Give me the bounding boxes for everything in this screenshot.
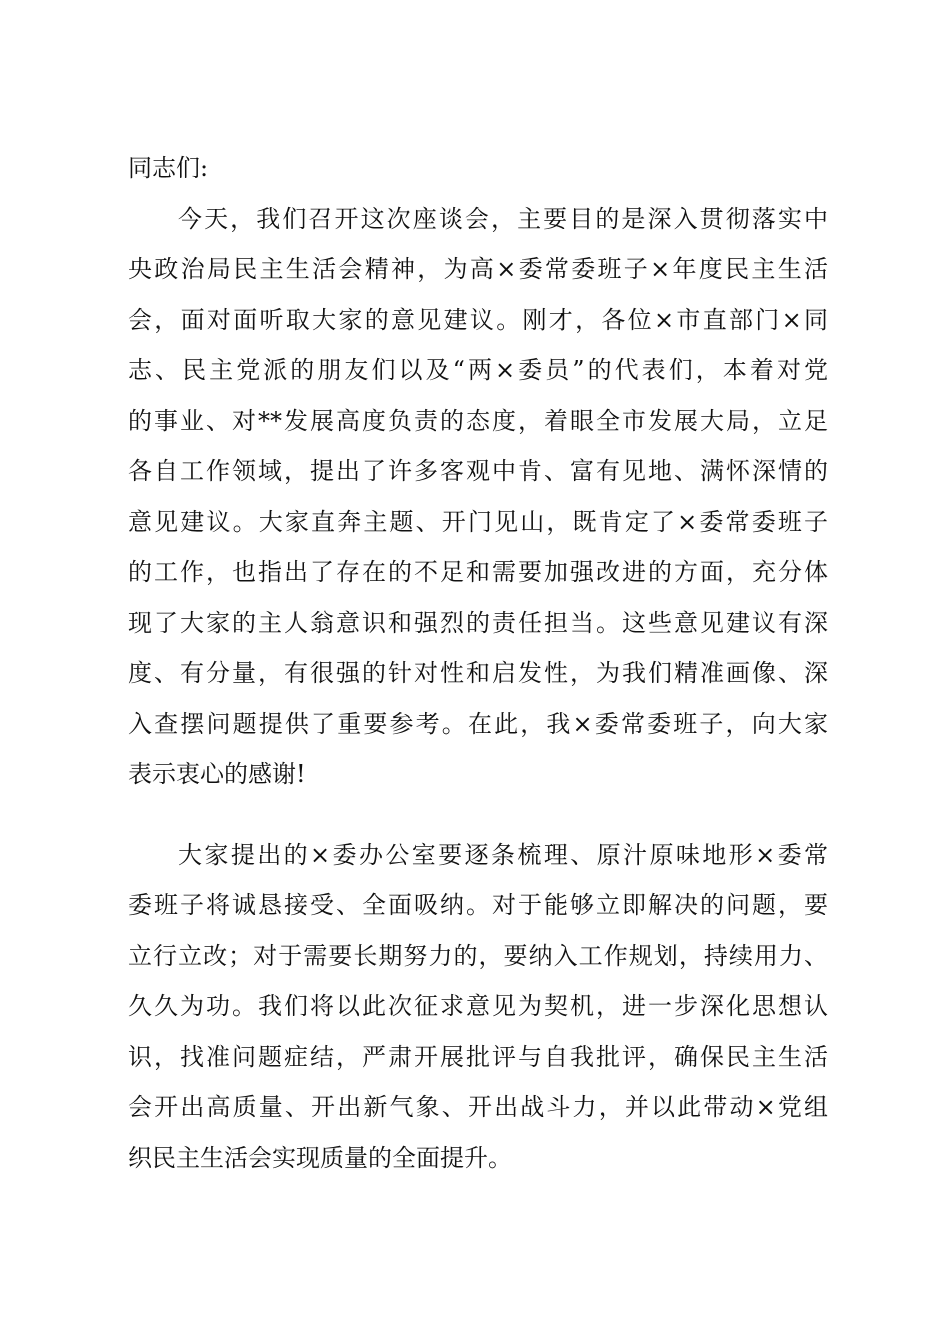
paragraph-2-line-1: 大家提出的×委办公室要逐条梳理、原汁原味地形×委常 [178, 841, 828, 869]
paragraph-1-line-1: 今天，我们召开这次座谈会，主要目的是深入贯彻落实中 [178, 205, 828, 233]
paragraph-1-line-9: 现了大家的主人翁意识和强烈的责任担当。这些意见建议有深 [128, 609, 828, 637]
paragraph-1-line-5: 的事业、对**发展高度负责的态度，着眼全市发展大局，立足 [128, 407, 828, 435]
paragraph-2-line-5: 识，找准问题症结，严肃开展批评与自我批评，确保民主生活 [128, 1043, 828, 1071]
paragraph-1-line-3: 会，面对面听取大家的意见建议。刚才，各位×市直部门×同 [128, 306, 828, 334]
paragraph-2-line-6: 会开出高质量、开出新气象、开出战斗力，并以此带动×党组 [128, 1093, 828, 1121]
paragraph-2-line-4: 久久为功。我们将以此次征求意见为契机，进一步深化思想认 [128, 992, 828, 1020]
paragraph-2-line-3: 立行立改；对于需要长期努力的，要纳入工作规划，持续用力、 [128, 942, 828, 970]
paragraph-1-line-4: 志、民主党派的朋友们以及“两×委员”的代表们，本着对党 [128, 356, 828, 384]
paragraph-1-line-2: 央政治局民主生活会精神，为高×委常委班子×年度民主生活 [128, 255, 828, 283]
paragraph-2-line-2: 委班子将诚恳接受、全面吸纳。对于能够立即解决的问题，要 [128, 891, 828, 919]
paragraph-1-line-12: 表示衷心的感谢! [128, 760, 306, 788]
paragraph-2-line-7: 织民主生活会实现质量的全面提升。 [128, 1144, 512, 1172]
paragraph-1-line-6: 各自工作领域，提出了许多客观中肯、富有见地、满怀深情的 [128, 457, 828, 485]
paragraph-1-line-7: 意见建议。大家直奔主题、开门见山，既肯定了×委常委班子 [128, 508, 828, 536]
paragraph-1-line-10: 度、有分量，有很强的针对性和启发性，为我们精准画像、深 [128, 659, 828, 687]
salutation: 同志们: [128, 154, 209, 182]
paragraph-1-line-11: 入查摆问题提供了重要参考。在此，我×委常委班子，向大家 [128, 710, 828, 738]
paragraph-1-line-8: 的工作，也指出了存在的不足和需要加强改进的方面，充分体 [128, 558, 828, 586]
